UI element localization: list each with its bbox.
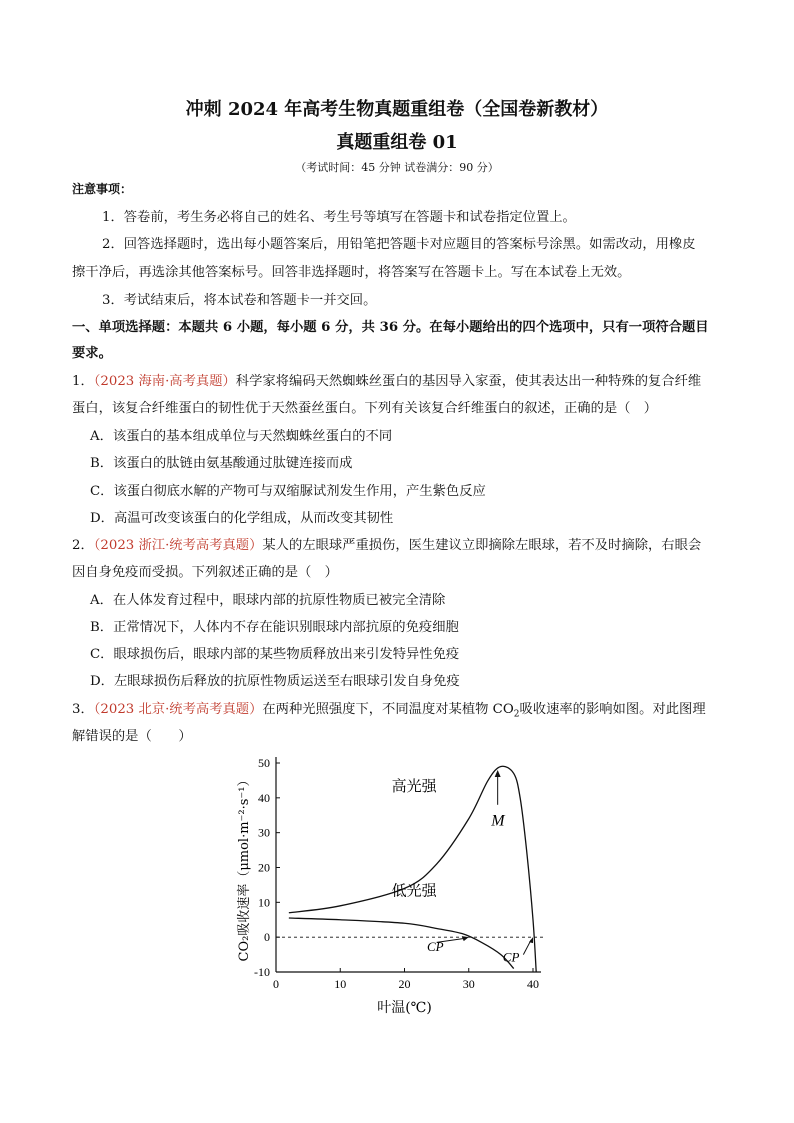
section-heading: 一、单项选择题：本题共 6 小题，每小题 6 分，共 36 分。在每小题给出的四个选项中，只有一项符合题目 — [72, 320, 709, 335]
question-source: （2023 北京·统考高考真题） — [93, 702, 263, 717]
notes-heading: 注意事项： — [72, 182, 133, 196]
series-line-2 — [289, 918, 514, 969]
question-text: 某人的左眼球严重损伤，医生建议立即摘除左眼球，若不及时摘除，右眼会 — [262, 538, 702, 553]
y-axis-label: CO₂吸收速率（μmol·m⁻²·s⁻¹） — [237, 773, 252, 962]
y-tick-label: 0 — [264, 930, 270, 945]
question-number: 1． — [72, 374, 94, 389]
cp1-arrow-head — [462, 936, 469, 941]
question-number: 3． — [72, 702, 94, 717]
question-2-stem — [72, 534, 701, 553]
y-tick-label: 30 — [258, 825, 270, 840]
chart-annotations — [392, 770, 533, 965]
question-text: 科学家将编码天然蜘蛛丝蛋白的基因导入家蚕，使其表达出一种特殊的复合纤维 — [235, 374, 702, 389]
option-a: A．该蛋白的基本组成单位与天然蜘蛛丝蛋白的不同 — [90, 429, 393, 444]
question-source: （2023 浙江·统考高考真题） — [93, 538, 263, 553]
question-text: 吸收速率的影响如图。对此图理 — [519, 702, 706, 717]
question-text-cont: 因自身免疫而受损。下列叙述正确的是（ ） — [72, 565, 338, 580]
x-axis-label: 叶温(℃) — [377, 1000, 432, 1016]
note-item: 擦干净后，再选涂其他答案标号。回答非选择题时，将答案写在答题卡上。写在本试卷上无效。 — [72, 265, 631, 280]
x-tick-label: 40 — [527, 977, 539, 991]
option-a: A．在人体发育过程中，眼球内部的抗原性物质已被完全清除 — [90, 593, 446, 608]
note-item: 2．回答选择题时，选出每小题答案后，用铅笔把答题卡对应题目的答案标号涂黑。如需改动，用橡皮 — [102, 237, 696, 252]
note-item: 3．考试结束后，将本试卷和答题卡一并交回。 — [102, 293, 377, 308]
x-tick-label: 30 — [462, 977, 475, 991]
question-source: （2023 海南·高考真题） — [93, 374, 236, 389]
x-tick-label: 10 — [334, 977, 347, 991]
m-label: M — [491, 812, 505, 830]
question-text: 在两种光照强度下，不同温度对某植物 CO — [262, 702, 514, 717]
page-title: 冲刺 2024 年高考生物真题重组卷（全国卷新教材） — [185, 99, 609, 120]
question-1-stem — [72, 370, 701, 389]
cp2-label: CP — [502, 949, 520, 965]
option-d: D．左眼球损伤后释放的抗原性物质运送至右眼球引发自身免疫 — [90, 674, 460, 689]
note-item: 1．答卷前，考生务必将自己的姓名、考生号等填写在答题卡和试卷指定位置上。 — [102, 210, 576, 225]
y-tick-label: -10 — [254, 965, 270, 979]
y-tick-label: 10 — [258, 895, 270, 910]
option-b: B．该蛋白的肽链由氨基酸通过肽键连接而成 — [90, 456, 353, 471]
x-tick-label: 0 — [273, 977, 279, 991]
section-heading-cont: 要求。 — [72, 346, 112, 361]
co2-chart — [228, 750, 558, 1018]
chart-series — [289, 766, 536, 972]
option-b: B．正常情况下，人体内不存在能识别眼球内部抗原的免疫细胞 — [90, 620, 459, 635]
option-d: D．高温可改变该蛋白的化学组成，从而改变其韧性 — [90, 511, 394, 526]
question-text-cont: 解错误的是（ ） — [72, 729, 192, 744]
subscript: 2 — [513, 709, 520, 720]
option-c: C．眼球损伤后，眼球内部的某些物质释放出来引发特异性免疫 — [90, 647, 460, 662]
exam-info: （考试时间：45 分钟 试卷满分：90 分） — [295, 161, 499, 174]
question-text-cont: 蛋白，该复合纤维蛋白的韧性优于天然蚕丝蛋白。下列有关该复合纤维蛋白的叙述，正确的是（ ） — [72, 401, 658, 416]
x-tick-label: 20 — [398, 977, 411, 991]
chart-ticks — [236, 756, 539, 1016]
y-tick-label: 20 — [258, 860, 270, 875]
cp2-arrow-head — [529, 937, 533, 943]
cp1-label: CP — [426, 939, 444, 955]
high-light-label: 高光强 — [391, 776, 437, 795]
series-line-1 — [289, 766, 536, 972]
page-subtitle: 真题重组卷 01 — [336, 132, 458, 153]
y-tick-label: 50 — [258, 756, 270, 770]
question-number: 2． — [72, 538, 94, 553]
option-c: C．该蛋白彻底水解的产物可与双缩脲试剂发生作用，产生紫色反应 — [90, 484, 486, 499]
low-light-label: 低光强 — [391, 881, 437, 900]
question-3-stem — [72, 698, 706, 720]
y-tick-label: 40 — [258, 790, 270, 805]
